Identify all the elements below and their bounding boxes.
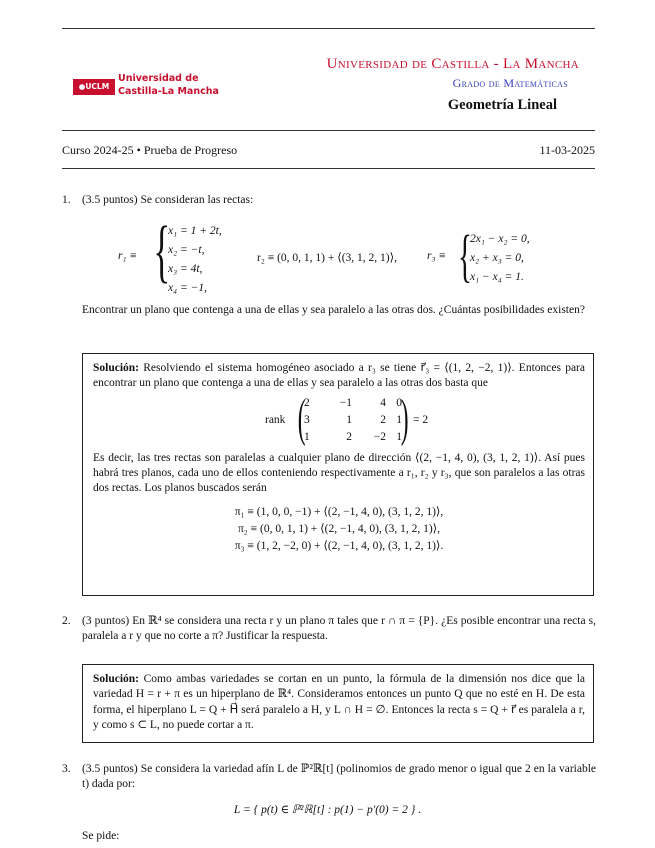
solution-2-label: Solución:: [93, 673, 140, 685]
matrix-cell: −1: [339, 396, 352, 409]
university-name: Universidad de Castilla - La Mancha: [326, 56, 579, 72]
problem-3-equation: L = { p(t) ∈ ℙ²ℝ[t] : p(1) − p′(0) = 2 } .: [233, 804, 422, 816]
r1-eq-2: x₂ = −t,: [168, 244, 205, 256]
r1-label: r₁ ≡: [118, 250, 138, 262]
plane-pi2: π₂ ≡ (0, 0, 1, 1) + ⟨(2, −1, 4, 0), (3, 1, 2, 1)⟩,: [237, 523, 441, 536]
r2-equation: r₂ ≡ (0, 0, 1, 1) + ⟨(3, 1, 2, 1)⟩,: [257, 252, 397, 264]
exam-date: 11-03-2025: [539, 143, 595, 157]
plane-pi3: π₃ ≡ (1, 2, −2, 0) + ⟨(2, −1, 4, 0), (3, 1, 2, 1)⟩.: [234, 540, 444, 553]
problem-1-number: 1.: [62, 194, 71, 206]
r3-system: [470, 230, 530, 287]
matrix-row: [303, 429, 403, 446]
matrix-cell: 4: [380, 396, 386, 409]
r1-eq-4: x₄ = −1,: [168, 282, 207, 294]
subject-title: Geometría Lineal: [447, 97, 557, 113]
matrix-cell: 2: [304, 396, 310, 409]
university-logo: [73, 71, 219, 99]
problem-2-text: (3 puntos) En ℝ⁴ se considera una recta r y un plano π tales que r ∩ π = {P}. ¿Es posible encontrar una recta s, paralela a r y que no corte a π? Justificar la respuesta.: [82, 615, 596, 642]
r1-eq-1: x₁ = 1 + 2t,: [168, 225, 222, 237]
solution-2-text: Como ambas variedades se cortan en un punto, la fórmula de la dimensión nos dice que la variedad H = r + π es un hiperplano de ℝ⁴. Consideramos entonces un punto Q que no esté en H. De esta forma, el hiperplano L = Q + H⃗ será paralelo a H, y L ∩ H = ∅. Entonces la recta s = Q + r⃗ es paralela a r, y como s ⊂ L, no puede cortar a π.: [93, 673, 586, 731]
r3-label: r₃ ≡: [427, 250, 447, 262]
problem-3-text: (3.5 puntos) Se considera la variedad afín L de ℙ²ℝ[t] (polinomios de grado menor o igual que 2 en la variable t) dada por:: [82, 763, 596, 790]
subheader-rule: [62, 168, 595, 169]
problem-3-statement: [62, 762, 596, 792]
matrix-row: [303, 395, 403, 412]
r1-brace: {: [153, 213, 171, 290]
problem-2-statement: [62, 614, 596, 644]
matrix-cell: 2: [380, 413, 386, 426]
matrix-cell: 3: [304, 413, 310, 426]
plane-pi1: π₁ ≡ (1, 0, 0, −1) + ⟨(2, −1, 4, 0), (3, 1, 2, 1)⟩,: [234, 506, 444, 519]
logo-badge: ●UCLM: [73, 79, 115, 95]
problem-1-intro-text: (3.5 puntos) Se consideran las rectas:: [82, 194, 254, 206]
problem-1-question: Encontrar un plano que contenga a una de ellas y sea paralelo a las otras dos. ¿Cuántas posibilidades existen?: [82, 304, 585, 316]
rank-label: rank: [265, 413, 286, 426]
problem-1-solution: [82, 353, 594, 596]
problem-1-intro: [62, 193, 596, 208]
header-rule: [62, 130, 595, 131]
rank-value: = 2: [413, 413, 429, 426]
rank-equation: [93, 389, 585, 451]
r3-eq-3: x₁ − x₄ = 1.: [470, 271, 524, 283]
matrix-cell: −2: [373, 430, 386, 443]
problem-3-ask: Se pide:: [82, 830, 120, 842]
matrix-right-paren: ): [400, 389, 409, 447]
solution-1-text-1: Resolviendo el sistema homogéneo asociado a r₃ se tiene r⃗₃ = ⟨(1, 2, −2, 1)⟩. Entonces para encontrar un plano que contenga a una de ellas y sea paralelo a las otras dos basta que: [93, 362, 585, 390]
matrix-cell: 1: [396, 430, 402, 443]
matrix-left-paren: (: [297, 389, 306, 447]
r1-system: [168, 222, 222, 298]
top-rule: [62, 28, 595, 29]
matrix-cell: 0: [396, 396, 402, 409]
r3-eq-2: x₂ + x₃ = 0,: [470, 252, 524, 264]
degree-name: Grado de Matemáticas: [452, 76, 568, 90]
matrix-cell: 2: [346, 430, 352, 443]
solution-1-label: Solución:: [93, 362, 140, 374]
r1-eq-3: x₃ = 4t,: [168, 263, 203, 275]
r3-eq-1: 2x₁ − x₂ = 0,: [470, 233, 530, 245]
rank-matrix: [303, 395, 403, 446]
matrix-cell: 1: [346, 413, 352, 426]
solution-1-paragraph-1: [93, 361, 585, 392]
r3-brace: {: [457, 223, 472, 288]
matrix-row: [303, 412, 403, 429]
logo-line-2: Castilla-La Mancha: [118, 86, 219, 97]
matrix-cell: 1: [396, 413, 402, 426]
matrix-cell: 1: [304, 430, 310, 443]
logo-line-1: Universidad de: [118, 73, 199, 84]
solution-1-text-2: Es decir, las tres rectas son paralelas a cualquier plano de dirección ⟨(2, −1, 4, 0), (3, 1, 2, 1)⟩. Así pues habrá tres planos, cada uno de ellos conteniendo respectivamente a r₁, r₂ y r₃, que son paralelos a las otras dos rectas. Los planos buscados serán: [93, 451, 585, 495]
problem-2-number: 2.: [62, 615, 71, 627]
problem-2-solution: [82, 664, 594, 743]
course-info: Curso 2024-25 • Prueba de Progreso: [62, 143, 238, 157]
problem-3-number: 3.: [62, 763, 71, 775]
logo-text: [118, 72, 219, 98]
planes-list: [93, 504, 585, 555]
